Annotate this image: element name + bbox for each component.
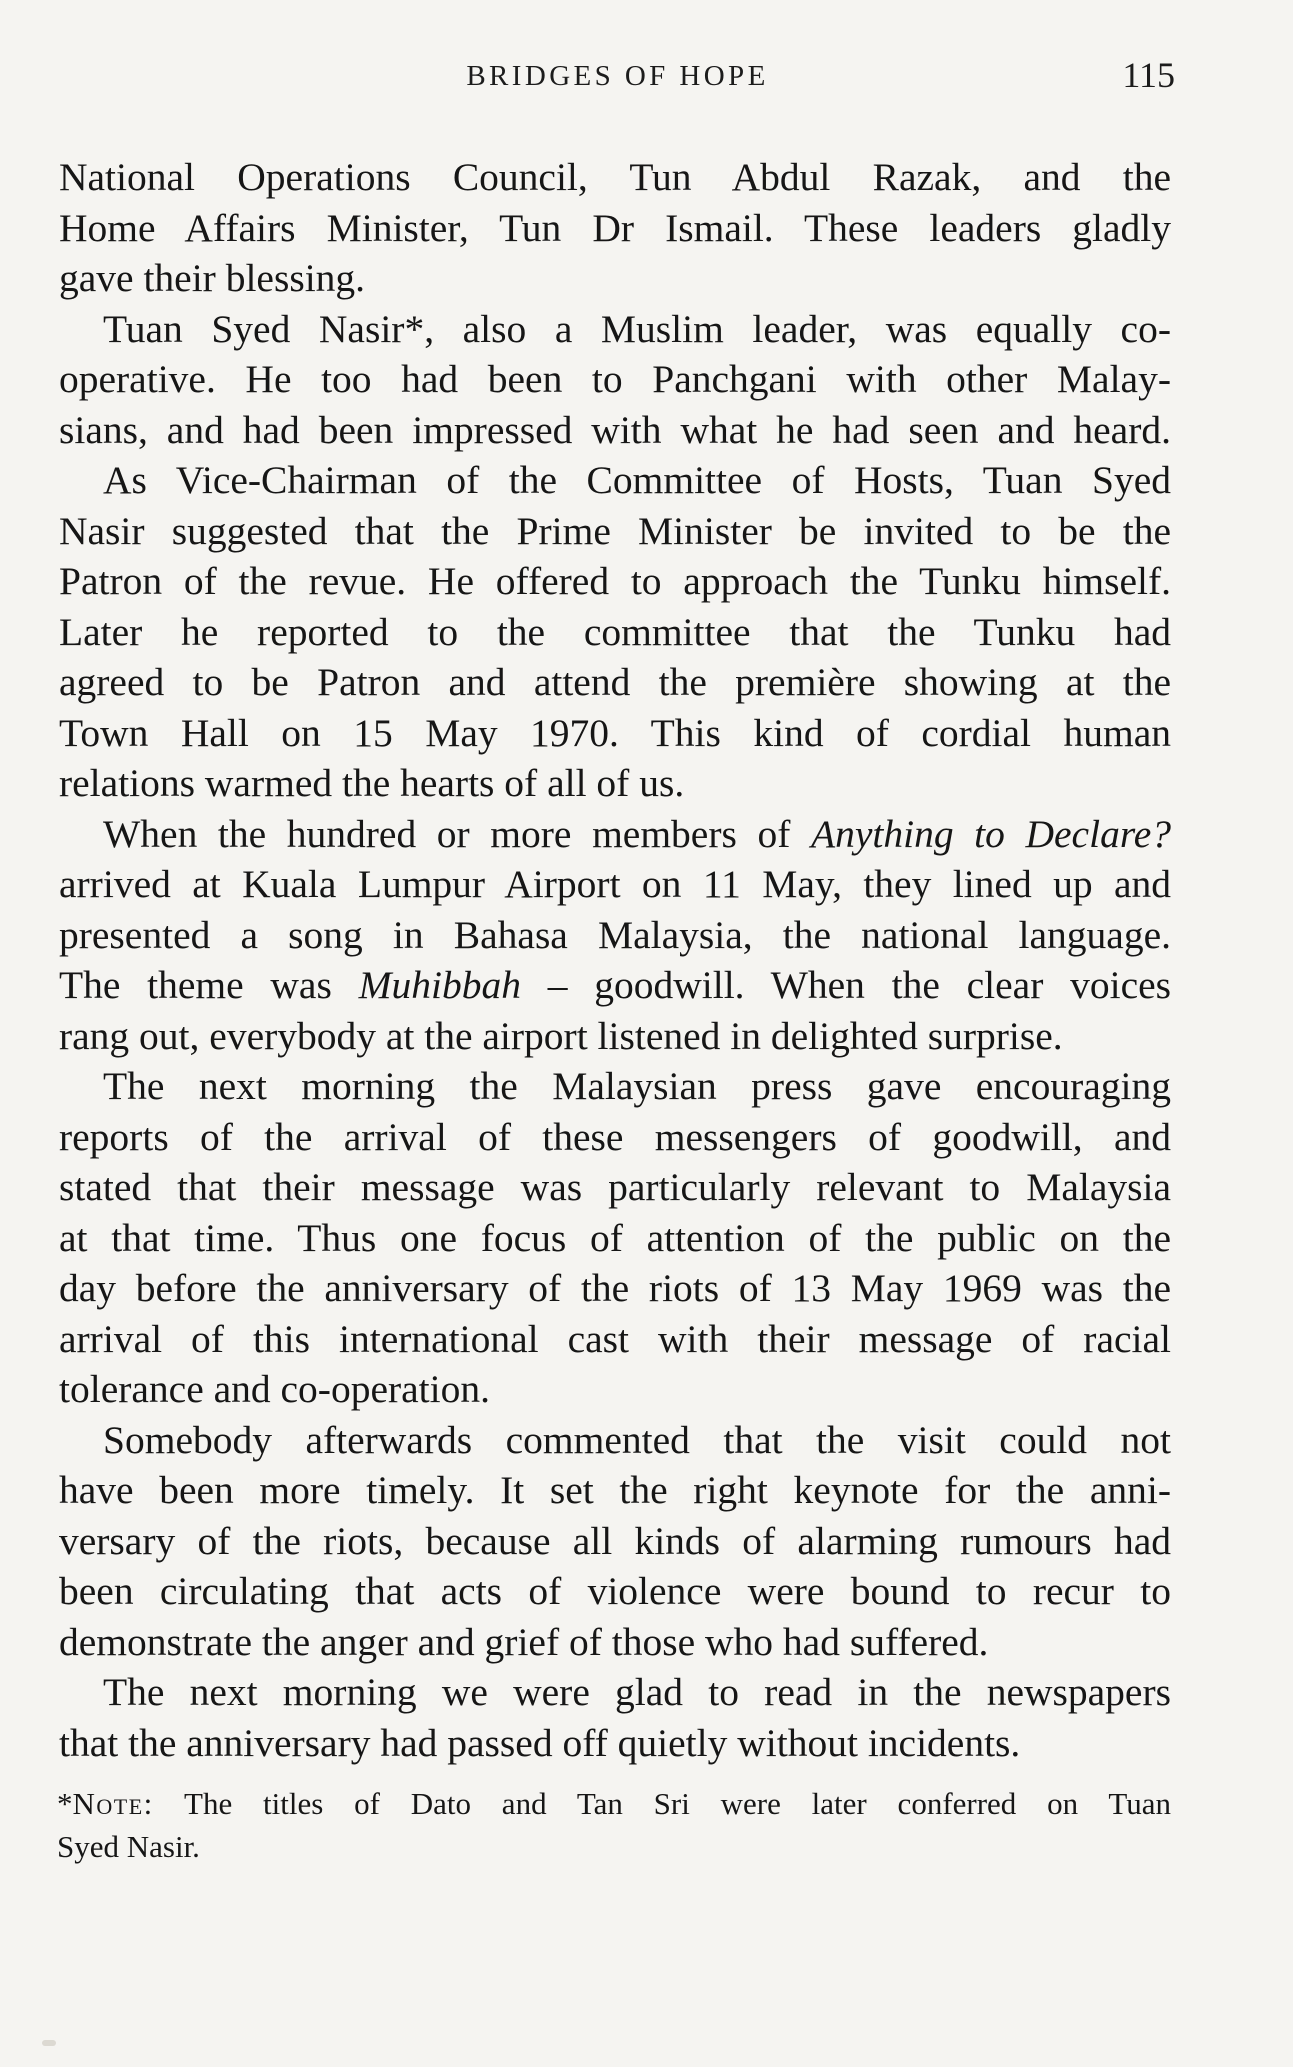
text-line: have been more timely. It set the right keynote for the anni- (59, 1468, 1171, 1512)
text-line: Later he reported to the committee that the Tunku had (59, 609, 1171, 654)
text-line: that the anniversary had passed off quietly without incidents. (59, 1720, 1021, 1765)
text-line: As Vice-Chairman of the Committee of Hosts, Tuan Syed (103, 458, 1171, 502)
text-line: agreed to be Patron and attend the première showing at the (59, 660, 1171, 704)
footnote (57, 1782, 1171, 1868)
footnote-label: Note: (72, 1786, 154, 1821)
text-line: stated that their message was particularly relevant to Malaysia (59, 1165, 1171, 1209)
text-line: sians, and had been impressed with what he had seen and heard. (59, 407, 1171, 452)
footnote-line (57, 1782, 1171, 1825)
text-line: Patron of the revue. He offered to approach the Tunku himself. (59, 559, 1171, 603)
text-line: day before the anniversary of the riots of 13 May 1969 was the (59, 1266, 1171, 1310)
running-title: BRIDGES OF HOPE (466, 60, 769, 92)
footnote-line: Syed Nasir. (57, 1829, 200, 1864)
text-segment: – goodwill. When the clear voices (547, 963, 1172, 1007)
text-line: arrival of this international cast with their message of racial (59, 1316, 1171, 1361)
text-segment: The theme was (59, 963, 332, 1007)
italic-term: Muhibbah (358, 963, 521, 1007)
text-line: Town Hall on 15 May 1970. This kind of cordial human (59, 710, 1171, 755)
text-line: been circulating that acts of violence were bound to recur to (59, 1569, 1171, 1613)
text-line (59, 960, 1171, 1011)
text-line: relations warmed the hearts of all of us. (59, 761, 685, 805)
text-line: at that time. Thus one focus of attention of the public on the (59, 1215, 1171, 1260)
text-line (59, 809, 1171, 860)
text-line: National Operations Council, Tun Abdul Razak, and the (59, 155, 1171, 199)
text-line: Tuan Syed Nasir*, also a Muslim leader, was equally co- (103, 306, 1171, 351)
text-segment: When the hundred or more members of (103, 811, 791, 856)
text-line: Somebody afterwards commented that the visit could not (103, 1417, 1171, 1462)
text-line: presented a song in Bahasa Malaysia, the national language. (59, 912, 1171, 957)
page-number: 115 (1122, 55, 1175, 95)
text-line: The next morning we were glad to read in the newspapers (103, 1670, 1171, 1714)
text-line: arrived at Kuala Lumpur Airport on 11 May, they lined up and (59, 862, 1171, 906)
text-line: rang out, everybody at the airport listened in delighted surprise. (59, 1013, 1063, 1058)
paper-speck (42, 2040, 56, 2046)
text-line: operative. He too had been to Panchgani with other Malay- (59, 357, 1171, 401)
text-line: demonstrate the anger and grief of those who had suffered. (59, 1619, 989, 1664)
text-line: Home Affairs Minister, Tun Dr Ismail. These leaders gladly (59, 205, 1171, 250)
text-line: tolerance and co-operation. (59, 1367, 490, 1411)
body-text (59, 152, 1171, 1768)
italic-title: Anything to Declare? (810, 811, 1172, 856)
text-line: The next morning the Malaysian press gave encouraging (103, 1064, 1171, 1108)
footnote-marker: * (57, 1786, 73, 1821)
text-line: gave their blessing. (59, 256, 366, 300)
text-line: Nasir suggested that the Prime Minister be invited to be the (59, 508, 1171, 553)
text-line: reports of the arrival of these messengers of goodwill, and (59, 1114, 1171, 1159)
footnote-text: The titles of Dato and Tan Sri were later conferred on Tuan (184, 1786, 1171, 1821)
running-head (60, 55, 1175, 106)
text-line: versary of the riots, because all kinds of alarming rumours had (59, 1518, 1171, 1563)
